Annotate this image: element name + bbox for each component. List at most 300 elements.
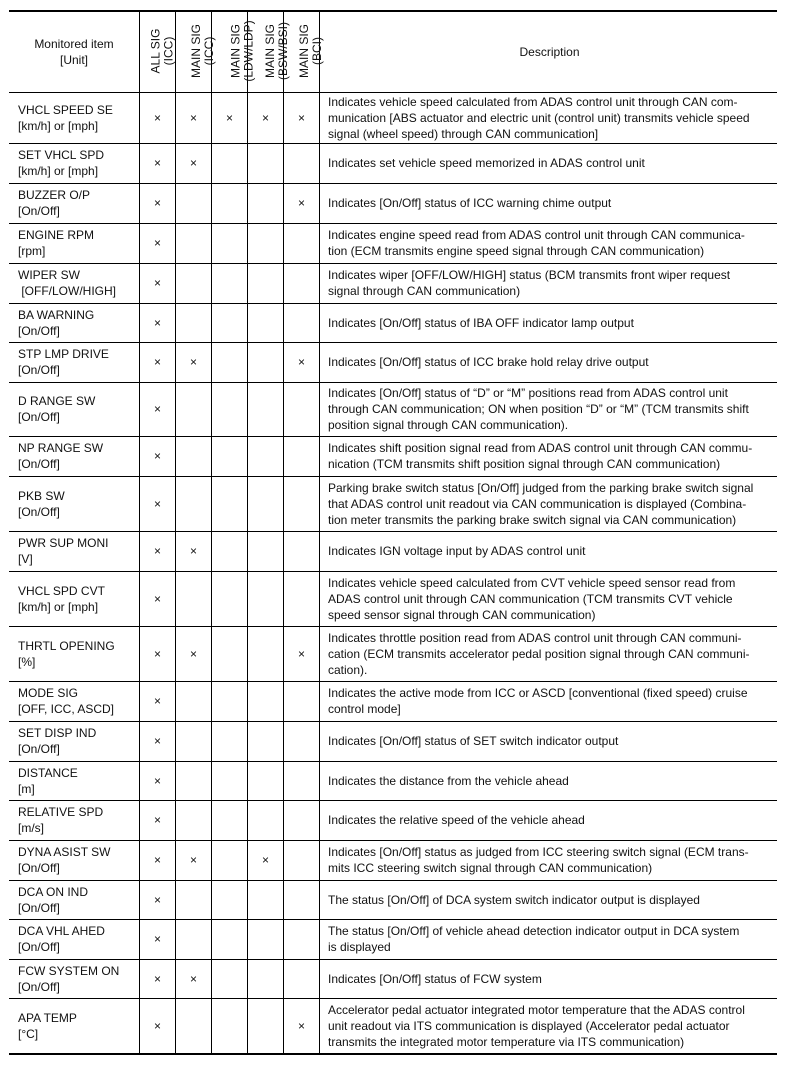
signal-cell [176,761,212,800]
description-cell [320,998,778,1054]
applicable-mark: × [153,544,161,558]
signal-cell [248,303,284,342]
signal-cell [284,531,320,571]
signal-cell [176,681,212,721]
table-row [9,840,777,880]
header-item-label: Monitored item [34,36,114,51]
applicable-mark: × [153,402,161,416]
description-line: cation (ECM transmits accelerator pedal position signal through CAN communi- [328,646,750,661]
monitored-item-cell [9,183,140,223]
signal-cell [248,761,284,800]
header-sig-line: (BCI) [310,37,325,66]
applicable-mark: × [153,1018,161,1033]
item-name: ENGINE RPM [18,228,95,242]
signal-cell [140,476,176,531]
description-line: signal (wheel speed) through CAN communication] [328,126,599,141]
header-main-sig-ldw-ldp-label [230,21,256,82]
signal-cell [140,183,176,223]
signal-cell [284,998,320,1054]
table-row [9,342,777,382]
header-main-sig-icc [176,11,217,92]
table-row [9,761,777,800]
description-line: Indicates the distance from the vehicle ahead [328,773,569,788]
signal-cell [284,382,320,436]
description-line: ADAS control unit through CAN communication (TCM transmits CVT vehicle [328,591,733,606]
signal-cell [248,342,284,382]
signal-cell [284,681,320,721]
signal-cell [176,800,212,840]
signal-cell [248,92,284,143]
item-unit: [%] [18,654,36,669]
description-cell [320,183,778,223]
table-row [9,998,777,1054]
description-line: signal through CAN communication) [328,284,521,298]
header-sig-line: (ICC) [202,36,217,66]
applicable-mark: × [225,110,233,125]
header-sig-line: ALL SIG [148,28,163,74]
table-row [9,800,777,840]
description-line: Indicates wiper [OFF/LOW/HIGH] status (BCM transmits front wiper request [328,268,731,282]
description-line: cation). [328,662,368,677]
signal-cell [140,531,176,571]
signal-cell [140,919,176,959]
applicable-mark: × [189,646,197,661]
description-cell [320,919,778,959]
monitored-item-cell [9,342,140,382]
applicable-mark: × [297,646,305,661]
signal-cell [212,919,248,959]
signal-cell [140,721,176,761]
header-sig-line: MAIN SIG [263,24,278,79]
description-cell [320,800,778,840]
signal-cell [176,998,212,1054]
item-unit: [OFF, ICC, ASCD] [18,702,115,716]
applicable-mark: × [153,315,161,330]
item-unit: [On/Off] [18,204,60,218]
signal-cell [212,143,248,183]
item-name: D RANGE SW [18,394,96,408]
applicable-mark: × [153,971,161,986]
item-unit: [On/Off] [18,861,60,875]
monitored-item-cell [9,626,140,681]
applicable-mark: × [261,110,269,125]
signal-cell [140,571,176,626]
header-all-sig-icc-label [149,29,175,74]
signal-cell [212,92,248,143]
signal-cell [284,92,320,143]
signal-cell [140,92,176,143]
signal-cell [248,531,284,571]
monitored-item-cell [9,143,140,183]
applicable-mark: × [153,646,161,661]
signal-cell [176,436,212,476]
description-line: speed sensor signal through CAN communication) [328,607,596,622]
item-name: FCW SYSTEM ON [18,963,120,978]
signal-cell [284,342,320,382]
signal-cell [212,721,248,761]
signal-cell [140,382,176,436]
description-line: Accelerator pedal actuator integrated motor temperature that the ADAS control [328,1002,745,1017]
item-unit: [V] [18,552,33,566]
signal-cell [212,626,248,681]
table-body [9,92,777,1054]
applicable-mark: × [153,449,161,463]
header-sig-line: MAIN SIG [189,24,204,79]
description-line: through CAN communication; ON when position “D” or “M” (TCM transmits shift [328,402,749,416]
signal-cell [284,800,320,840]
item-unit: [rpm] [18,244,46,258]
signal-cell [284,626,320,681]
item-unit: [On/Off] [18,457,60,471]
signal-cell [140,800,176,840]
item-unit: [OFF/LOW/HIGH] [18,284,116,298]
signal-cell [212,303,248,342]
description-cell [320,626,778,681]
item-name: SET VHCL SPD [18,148,105,162]
header-sig-line: MAIN SIG [228,24,243,79]
description-line: Indicates shift position signal read from ADAS control unit through CAN commu- [328,441,753,455]
signal-cell [212,959,248,998]
applicable-mark: × [153,355,161,369]
signal-cell [212,571,248,626]
signal-cell [212,761,248,800]
item-name: BA WARNING [18,307,95,322]
signal-cell [140,761,176,800]
signal-cell [284,571,320,626]
item-name: DYNA ASIST SW [18,845,111,859]
description-line: Indicates [On/Off] status of ICC brake hold relay drive output [328,355,649,369]
signal-cell [176,476,212,531]
description-line: Indicates [On/Off] status as judged from ICC steering switch signal (ECM trans- [328,845,749,859]
table-row [9,721,777,761]
item-name: NP RANGE SW [18,441,104,455]
description-cell [320,303,778,342]
monitored-item-cell [9,721,140,761]
signal-cell [176,959,212,998]
item-unit: [On/Off] [18,979,60,994]
signal-cell [248,880,284,919]
applicable-mark: × [261,853,269,867]
item-unit: [km/h] or [mph] [18,164,99,178]
header-main-sig-icc-label [190,24,216,78]
item-unit: [km/h] or [mph] [18,599,99,614]
header-sig-line: (ICC) [161,36,176,66]
monitored-item-cell [9,223,140,263]
description-cell [320,721,778,761]
signal-cell [284,303,320,342]
description-line: Indicates vehicle speed calculated from CVT vehicle speed sensor read from [328,575,736,590]
signal-cell [140,223,176,263]
applicable-mark: × [153,236,161,250]
monitored-item-cell [9,959,140,998]
signal-cell [140,263,176,303]
applicable-mark: × [153,892,161,907]
description-line: The status [On/Off] of DCA system switch indicator output is displayed [328,892,700,907]
signal-cell [248,721,284,761]
description-line: transmits the integrated motor temperature via ITS communication) [328,1034,685,1049]
applicable-mark: × [189,156,197,170]
header-description: Description [320,11,778,92]
signal-cell [248,998,284,1054]
signal-cell [212,183,248,223]
table-header [9,11,777,92]
signal-cell [212,263,248,303]
monitored-item-cell [9,998,140,1054]
signal-cell [176,571,212,626]
header-main-sig-ldw-ldp [212,11,256,92]
item-name: SET DISP IND [18,726,97,740]
description-line: Indicates set vehicle speed memorized in ADAS control unit [328,156,645,170]
applicable-mark: × [153,932,161,946]
monitored-item-cell [9,919,140,959]
applicable-mark: × [153,813,161,827]
monitored-item-cell [9,476,140,531]
monitored-item-cell [9,761,140,800]
applicable-mark: × [153,496,161,511]
header-monitored-item [9,11,140,92]
item-name: DCA VHL AHED [18,924,105,938]
signal-cell [140,303,176,342]
item-name: VHCL SPEED SE [18,102,113,117]
description-line: Indicates [On/Off] status of “D” or “M” positions read from ADAS control unit [328,386,728,400]
item-unit: [m] [18,781,35,796]
signal-cell [212,880,248,919]
description-line: Indicates [On/Off] status of ICC warning chime output [328,196,612,210]
monitor-item-table [9,10,777,1055]
monitor-item-table-container [9,10,777,1055]
description-line: nication (TCM transmits shift position signal through CAN communication) [328,457,721,471]
header-main-sig-bsw-bsi-label [264,22,290,80]
description-cell [320,571,778,626]
item-unit: [km/h] or [mph] [18,118,99,133]
signal-cell [248,840,284,880]
item-unit: [On/Off] [18,504,60,519]
description-line: tion (ECM transmits engine speed signal through CAN communication) [328,244,705,258]
table-row [9,959,777,998]
item-name: PWR SUP MONI [18,536,109,550]
item-name: DCA ON IND [18,884,89,899]
description-cell [320,342,778,382]
table-row [9,183,777,223]
signal-cell [212,681,248,721]
description-line: Parking brake switch status [On/Off] judged from the parking brake switch signal [328,480,754,495]
description-cell [320,959,778,998]
applicable-mark: × [153,276,161,290]
description-line: unit readout via ITS communication is displayed (Accelerator pedal actuator [328,1018,730,1033]
signal-cell [284,436,320,476]
header-sig-line: (BSW/BSI) [276,22,291,81]
item-name: PKB SW [18,488,65,503]
item-name: RELATIVE SPD [18,805,104,819]
table-row [9,263,777,303]
monitored-item-cell [9,571,140,626]
description-cell [320,92,778,143]
description-cell [320,840,778,880]
monitored-item-cell [9,303,140,342]
signal-cell [248,919,284,959]
signal-cell [176,303,212,342]
signal-cell [284,761,320,800]
monitored-item-cell [9,92,140,143]
description-line: position signal through CAN communication). [328,418,569,432]
description-cell [320,531,778,571]
signal-cell [176,223,212,263]
table-row [9,681,777,721]
signal-cell [248,263,284,303]
table-row [9,571,777,626]
item-name: DISTANCE [18,765,78,780]
description-line: Indicates IGN voltage input by ADAS control unit [328,544,586,558]
signal-cell [284,959,320,998]
applicable-mark: × [153,773,161,788]
monitored-item-cell [9,531,140,571]
header-sig-line: MAIN SIG [297,24,312,79]
monitored-item-cell [9,436,140,476]
signal-cell [284,880,320,919]
description-line: is displayed [328,940,391,954]
signal-cell [140,880,176,919]
description-line: Indicates [On/Off] status of SET switch indicator output [328,734,619,748]
table-row [9,303,777,342]
applicable-mark: × [189,544,197,558]
header-all-sig-icc [140,11,176,92]
table-row [9,223,777,263]
signal-cell [248,681,284,721]
signal-cell [140,626,176,681]
signal-cell [176,263,212,303]
description-line: munication [ABS actuator and electric unit (control unit) transmits vehicle speed [328,110,750,125]
signal-cell [248,959,284,998]
signal-cell [176,183,212,223]
description-cell [320,880,778,919]
signal-cell [248,436,284,476]
signal-cell [248,571,284,626]
description-cell [320,436,778,476]
description-line: Indicates [On/Off] status of FCW system [328,971,542,986]
applicable-mark: × [189,355,197,369]
applicable-mark: × [153,110,161,125]
applicable-mark: × [153,196,161,210]
table-row [9,476,777,531]
description-line: Indicates vehicle speed calculated from ADAS control unit through CAN com- [328,94,738,109]
signal-cell [176,880,212,919]
item-unit: [On/Off] [18,323,60,338]
signal-cell [140,681,176,721]
signal-cell [212,840,248,880]
item-unit: [On/Off] [18,742,60,756]
signal-cell [284,143,320,183]
signal-cell [248,476,284,531]
applicable-mark: × [297,196,305,210]
signal-cell [212,531,248,571]
header-sig-line: (LDW/LDP) [241,20,256,82]
description-cell [320,223,778,263]
description-line: tion meter transmits the parking brake switch signal via CAN communication) [328,512,737,527]
item-unit: [m/s] [18,821,44,835]
item-unit: [On/Off] [18,940,60,954]
signal-cell [176,840,212,880]
signal-cell [248,626,284,681]
signal-cell [248,183,284,223]
description-cell [320,476,778,531]
table-row [9,382,777,436]
applicable-mark: × [153,591,161,606]
item-unit: [On/Off] [18,410,60,424]
description-cell [320,263,778,303]
table-row [9,919,777,959]
applicable-mark: × [153,853,161,867]
monitored-item-cell [9,263,140,303]
item-unit: [On/Off] [18,900,60,915]
monitored-item-cell [9,382,140,436]
signal-cell [176,919,212,959]
description-line: Indicates the relative speed of the vehicle ahead [328,813,585,827]
signal-cell [140,959,176,998]
item-name: THRTL OPENING [18,638,115,653]
signal-cell [284,263,320,303]
signal-cell [284,476,320,531]
monitored-item-cell [9,840,140,880]
table-row [9,143,777,183]
signal-cell [284,721,320,761]
applicable-mark: × [153,156,161,170]
description-line: control mode] [328,702,401,716]
applicable-mark: × [189,853,197,867]
table-row [9,436,777,476]
signal-cell [212,223,248,263]
header-main-sig-bci-label [298,24,324,78]
description-line: that ADAS control unit readout via CAN communication is displayed (Combina- [328,496,747,511]
item-name: APA TEMP [18,1010,77,1025]
signal-cell [248,382,284,436]
table-row [9,626,777,681]
monitored-item-cell [9,880,140,919]
signal-cell [176,626,212,681]
description-line: The status [On/Off] of vehicle ahead detection indicator output in DCA system [328,924,740,938]
signal-cell [284,183,320,223]
item-name: STP LMP DRIVE [18,347,109,361]
table-row [9,880,777,919]
signal-cell [284,223,320,263]
signal-cell [140,143,176,183]
signal-cell [248,800,284,840]
header-row [9,11,777,92]
signal-cell [140,436,176,476]
monitored-item-cell [9,800,140,840]
signal-cell [212,800,248,840]
description-line: Indicates throttle position read from ADAS control unit through CAN communi- [328,630,742,645]
description-line: Indicates [On/Off] status of IBA OFF indicator lamp output [328,315,634,330]
description-line: mits ICC steering switch signal through CAN communication) [328,861,653,875]
signal-cell [176,143,212,183]
signal-cell [140,840,176,880]
applicable-mark: × [153,694,161,708]
item-name: VHCL SPD CVT [18,583,105,598]
applicable-mark: × [297,1018,305,1033]
description-cell [320,681,778,721]
signal-cell [284,919,320,959]
signal-cell [176,721,212,761]
signal-cell [212,342,248,382]
signal-cell [212,998,248,1054]
item-unit: [On/Off] [18,363,60,377]
description-line: Indicates the active mode from ICC or ASCD [conventional (fixed speed) cruise [328,686,748,700]
description-cell [320,382,778,436]
signal-cell [284,840,320,880]
signal-cell [248,223,284,263]
signal-cell [176,382,212,436]
description-cell [320,761,778,800]
